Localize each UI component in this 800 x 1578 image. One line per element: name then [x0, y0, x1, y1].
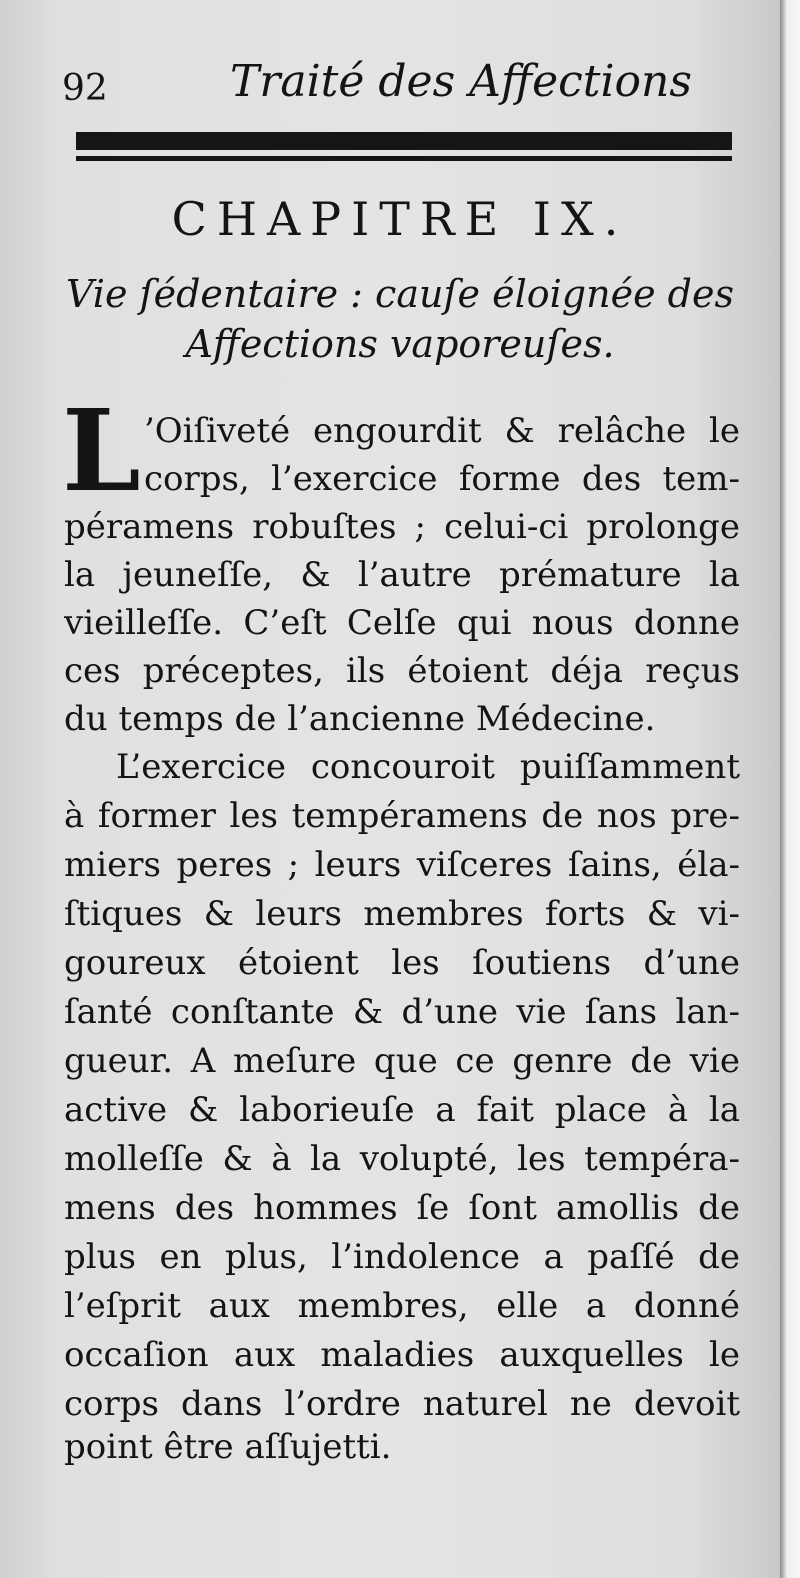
text-line: ces préceptes, ils étoient déja reçus	[64, 651, 740, 691]
text-line: goureux étoient les ſoutiens d’une	[64, 943, 740, 983]
text-line: ’Oiſiveté engourdit & relâche le	[144, 411, 740, 451]
text-line: mens des hommes ſe ſont amollis de	[64, 1188, 740, 1228]
text-line: gueur. A meſure que ce genre de vie	[64, 1041, 740, 1081]
text-line: du temps de l’ancienne Médecine.	[64, 699, 656, 739]
text-line: corps dans l’ordre naturel ne devoit	[64, 1384, 740, 1424]
text-line: plus en plus, l’indolence a paſſé de	[64, 1237, 740, 1277]
text-line: point être aſſujetti.	[64, 1427, 392, 1467]
text-line: corps, l’exercice forme des tem-	[144, 459, 740, 499]
text-line: l’eſprit aux membres, elle a donné	[64, 1286, 740, 1326]
text-line: vieilleſſe. C’eſt Celſe qui nous donne	[64, 603, 740, 643]
text-line: active & laborieuſe a fait place à la	[64, 1090, 740, 1130]
text-line: L’exercice concouroit puiſſamment	[116, 747, 740, 787]
chapter-subtitle-line: Affections vaporeuſes.	[185, 322, 615, 366]
header-rule-thin	[76, 156, 732, 161]
text-line: à former les tempéramens de nos pre-	[64, 796, 740, 836]
page-edge	[780, 0, 800, 1578]
text-line: molleſſe & à la volupté, les tempéra-	[64, 1139, 740, 1179]
text-line: la jeuneſſe, & l’autre prémature la	[64, 555, 740, 595]
running-title: Traité des Affections	[230, 56, 692, 107]
chapter-subtitle-line: Vie ſédentaire : cauſe éloignée des	[66, 272, 734, 316]
text-line: ſanté conſtante & d’une vie ſans lan-	[64, 992, 740, 1032]
text-line: miers peres ; leurs viſceres ſains, éla-	[64, 845, 740, 885]
running-head	[62, 52, 692, 112]
chapter-heading: CHAPITRE IX.	[171, 192, 629, 246]
page-number: 92	[62, 68, 108, 109]
drop-cap: L	[62, 386, 141, 517]
text-line: péramens robuſtes ; celui-ci prolonge	[64, 507, 740, 547]
header-rule-thick	[76, 132, 732, 150]
text-line: ſtiques & leurs membres forts & vi-	[64, 894, 740, 934]
text-line: occaſion aux maladies auxquelles le	[64, 1335, 740, 1375]
